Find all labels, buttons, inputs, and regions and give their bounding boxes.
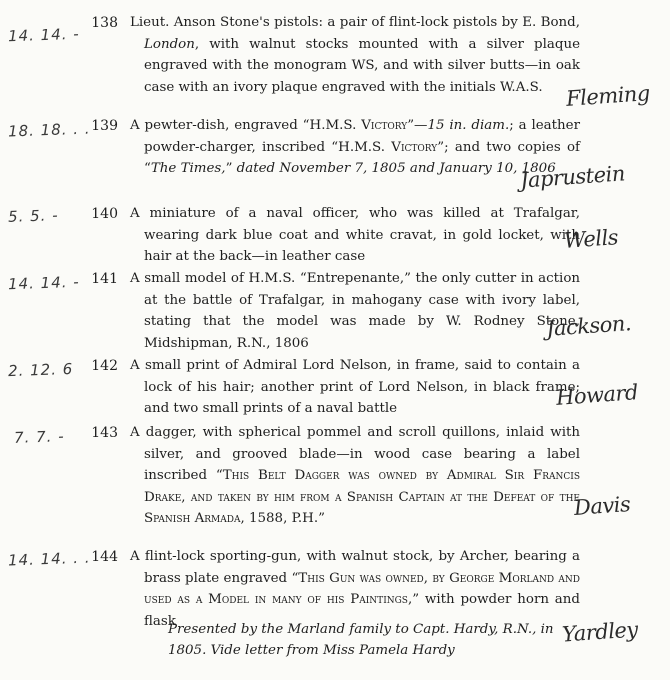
lot-entry — [0, 115, 670, 200]
lot-description — [130, 12, 580, 98]
description-text: London — [144, 36, 195, 52]
handwritten-buyer: Wells — [563, 225, 619, 253]
description-text: Lieut. Anson Stone's pistols: a pair of flint-lock pistols by E. Bond, — [130, 15, 580, 30]
handwritten-price: 14. 14. - — [7, 272, 80, 294]
description-text: Victory — [361, 118, 408, 133]
lot-entry — [0, 12, 670, 111]
description-text: ; a leather powder-charger, inscribed “H.M.S. — [144, 118, 580, 155]
description-text: A miniature of a naval officer, who was killed at Trafalgar, wearing dark blue coat and white cravat, in gold locket, with hair at the back—in leather case — [130, 206, 580, 264]
handwritten-price: 2. 12. 6 — [7, 359, 74, 381]
lot-description — [130, 203, 580, 268]
description-text: A flint-lock sporting-gun, with walnut stock, by Archer, bearing a brass plate engraved “ — [130, 549, 580, 586]
lot-number: 144 — [91, 549, 118, 565]
description-text: ”— — [407, 118, 428, 133]
handwritten-buyer: Davis — [573, 492, 631, 520]
lot-number: 142 — [91, 358, 118, 374]
lot-number: 139 — [91, 118, 118, 134]
description-text: A pewter-dish, engraved “H.M.S. — [130, 118, 362, 133]
description-text: The Times, — [150, 161, 226, 176]
description-text: A small print of Admiral Lord Nelson, in frame, said to contain a lock of his hair; another print of Lord Nelson, in black frame; and two small prints of a naval battle — [130, 358, 580, 416]
lot-description — [130, 355, 580, 420]
lot-entry — [0, 355, 670, 415]
lot-entry — [0, 268, 670, 358]
description-text: This Belt Dagger was owned by Admiral Sir Francis Drake, and taken by him from a Spanish Captain at the Defeat of the Spanish Armada, 1588, P.H. — [144, 468, 580, 526]
lot-number: 138 — [91, 15, 118, 31]
lot-number: 141 — [91, 271, 118, 287]
lot-provenance: Presented by the Marland family to Capt. Hardy, R.N., in 1805. Vide letter from Miss Pamela Hardy — [168, 622, 554, 658]
lot-number: 140 — [91, 206, 118, 222]
handwritten-buyer: Japrustein — [519, 161, 626, 193]
lot-description — [130, 268, 580, 354]
handwritten-buyer: Jackson. — [545, 311, 632, 341]
lot-description — [130, 422, 580, 530]
description-text: ” — [318, 511, 325, 526]
description-text: This Gun was owned, by George Morland and used as a Model in many of his Paintings, — [144, 570, 580, 607]
description-text: ” with powder horn and flask — [144, 592, 580, 629]
description-text: , with walnut stocks mounted with a silver plaque engraved with the monogram WS, and with silver butts—in oak case with an ivory plaque engraved with the initials W.A.S. — [144, 36, 580, 95]
description-text: A small model of H.M.S. “Entrepenante,” the only cutter in action at the battle of Trafalgar, in mahogany case with ivory label, stating that the model was made by W. Rodney Stone, Midshipman, R.N., 1806 — [130, 271, 580, 351]
description-text: ”; and two copies of “ — [144, 139, 580, 176]
lot-entry — [0, 422, 670, 542]
lot-number: 143 — [91, 425, 118, 441]
handwritten-price: 7. 7. - — [13, 427, 65, 447]
lot-entry — [0, 546, 670, 676]
description-text: Victory — [391, 139, 438, 155]
handwritten-price: 14. 14. - — [7, 24, 80, 46]
handwritten-price: 18. 18. . . — [7, 119, 91, 141]
description-text: A dagger, with spherical pommel and scroll quillons, inlaid with silver, and grooved blade—in wood case bearing a label inscribed “ — [130, 425, 580, 483]
handwritten-price: 14. 14. . . — [7, 548, 91, 570]
handwritten-price: 5. 5. - — [7, 206, 59, 226]
handwritten-buyer: Fleming — [565, 81, 651, 111]
description-text: 15 in. diam. — [427, 118, 510, 133]
description-text: dated November 7, 1805 and January 10, 1806 — [236, 161, 556, 176]
handwritten-buyer: Yardley — [561, 617, 639, 647]
lot-entry — [0, 203, 670, 273]
lot-description — [130, 115, 580, 180]
description-text: ” — [225, 161, 237, 176]
handwritten-buyer: Howard — [555, 380, 639, 410]
